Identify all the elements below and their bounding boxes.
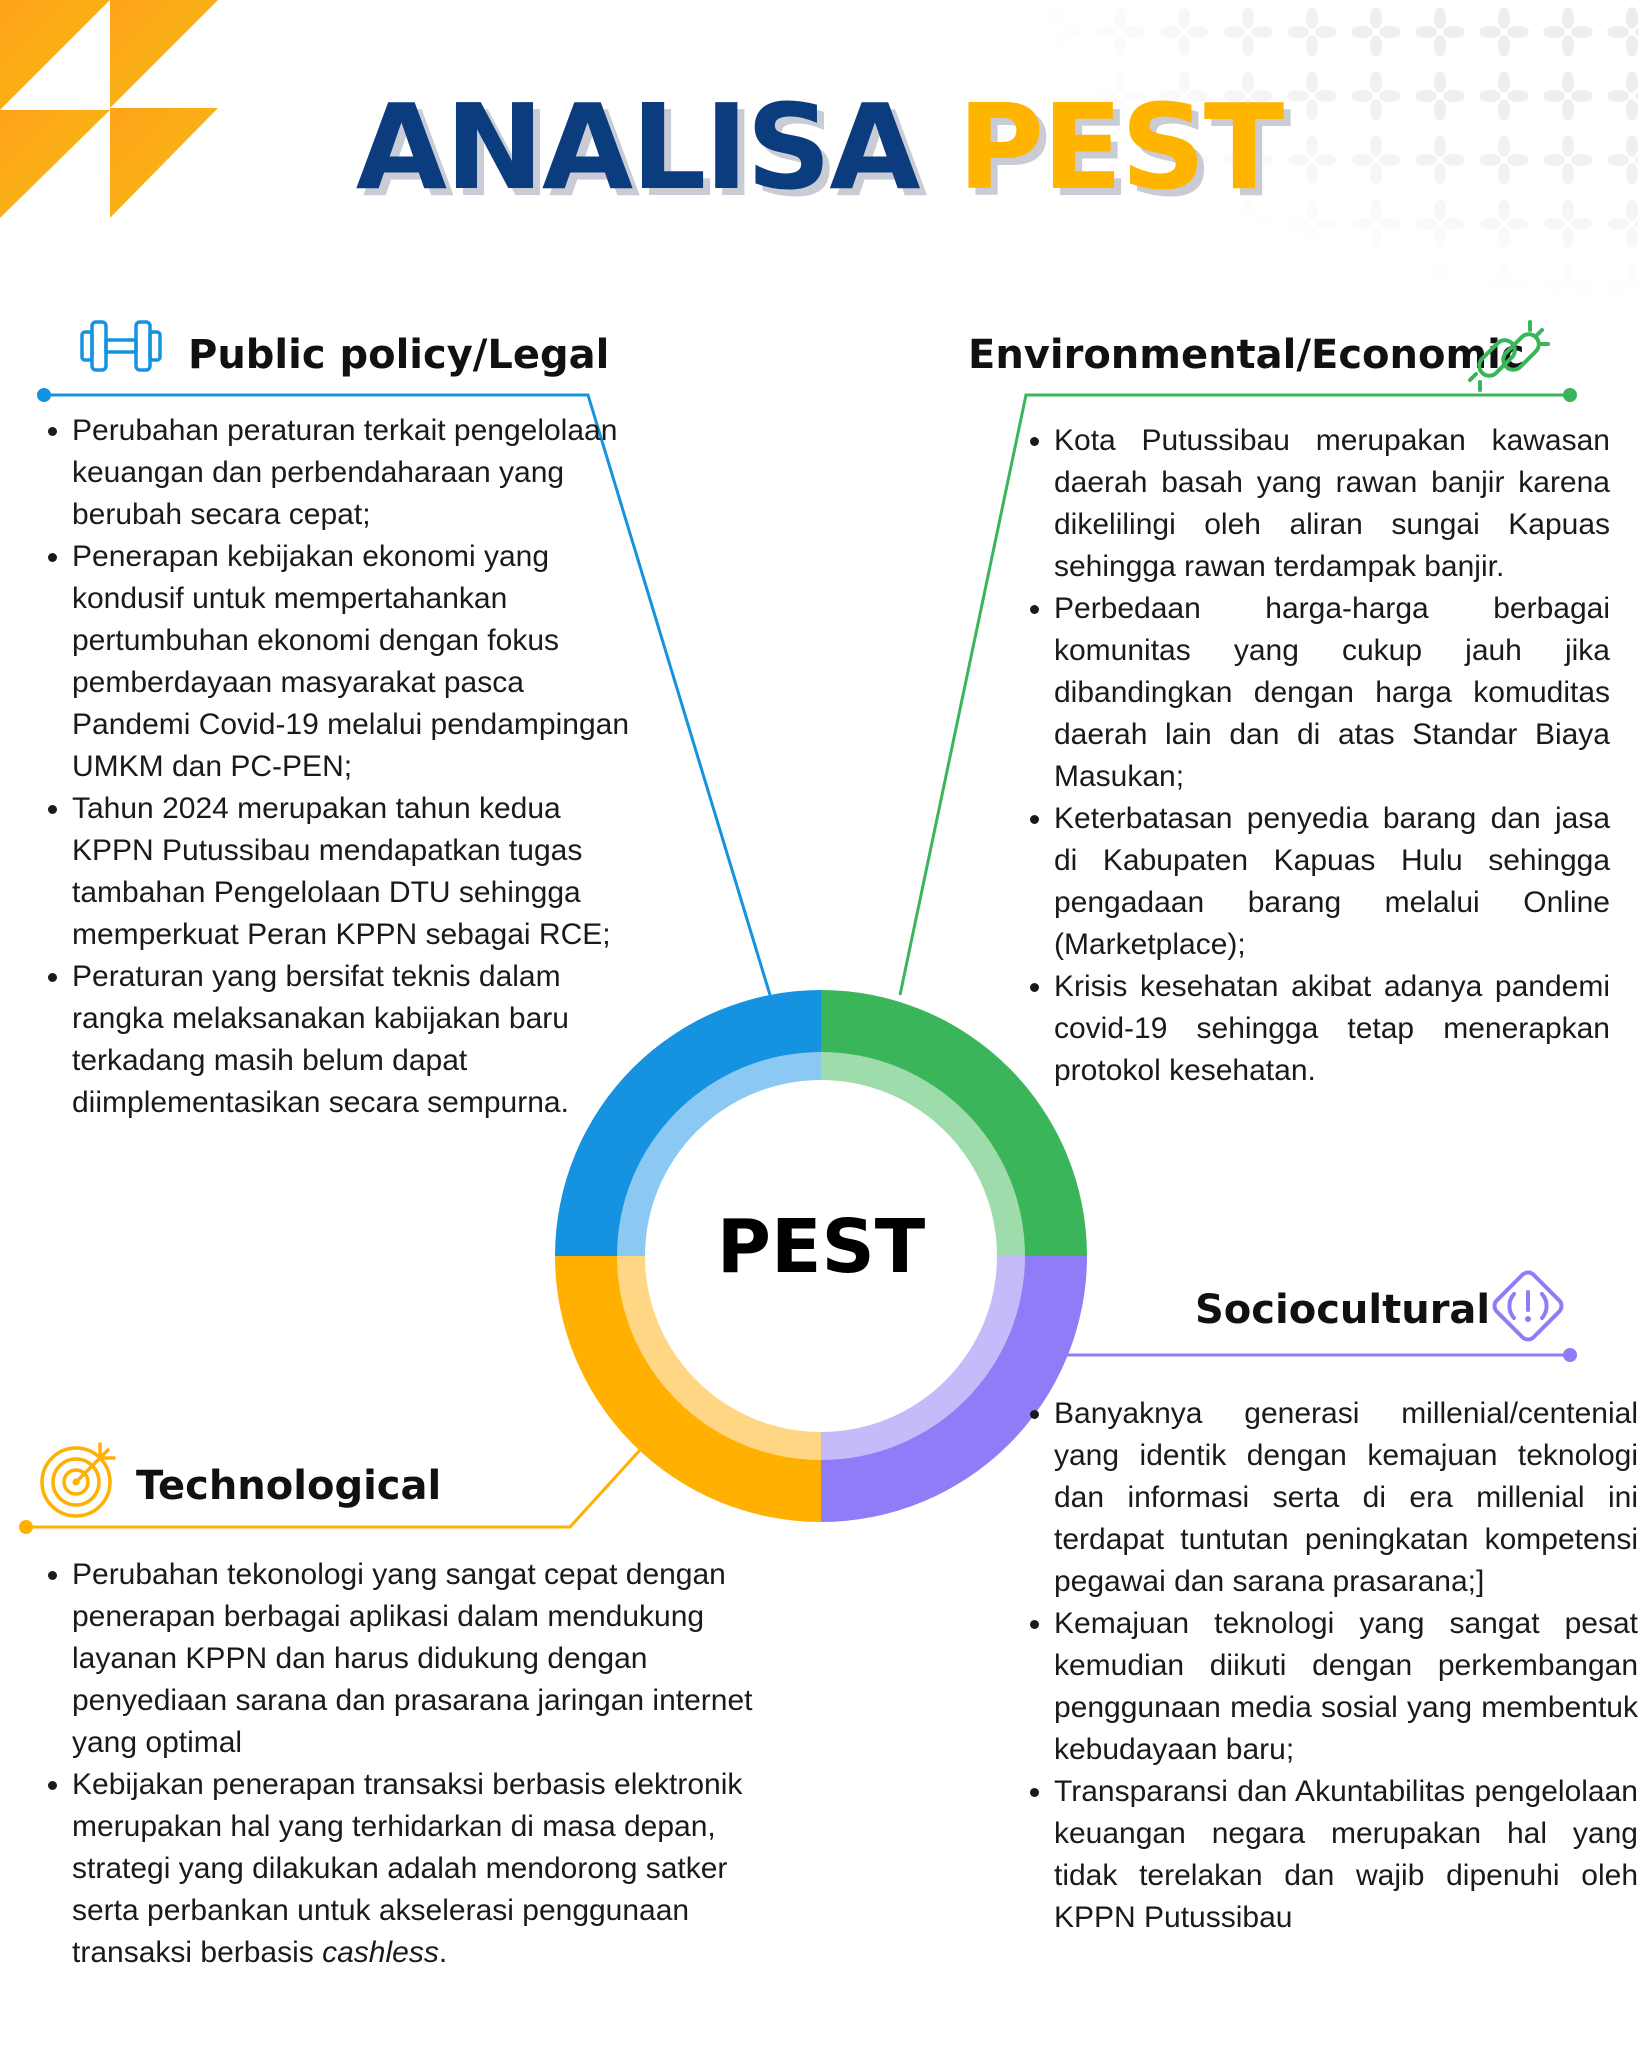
- warning-diamond-icon: [1484, 1262, 1572, 1350]
- list-item: • Keterbatasan penyedia barang dan jasa di Kabupaten Kapuas Hulu sehingga pengadaan barang melalui Online (Marketplace);: [1054, 798, 1610, 966]
- heading-social: Sociocultural: [1195, 1287, 1491, 1333]
- dumbbell-icon: [76, 318, 166, 374]
- list-political: [42, 410, 632, 1124]
- list-item: • Banyaknya generasi millenial/centenial yang identik dengan kemajuan teknologi dan informasi serta di era millenial ini terdapat tuntutan peningkatan kompetensi pegawai dan sarana prasarana;]: [1054, 1393, 1638, 1603]
- list-item: • Tahun 2024 merupakan tahun kedua KPPN Putussibau mendapatkan tugas tambahan Pengelolaan DTU sehingga memperkuat Peran KPPN sebagai RCE;: [72, 788, 632, 956]
- heading-political: Public policy/Legal: [188, 332, 610, 378]
- list-item: • Krisis kesehatan akibat adanya pandemi covid-19 sehingga tetap menerapkan protokol kesehatan.: [1054, 966, 1610, 1092]
- title-word-analisa: ANALISA: [355, 78, 919, 216]
- list-item: • Perubahan peraturan terkait pengelolaan keuangan dan perbendaharaan yang berubah secara cepat;: [72, 410, 632, 536]
- list-item-text: Kebijakan penerapan transaksi berbasis elektronik merupakan hal yang terhidarkan di masa depan, strategi yang dilakukan adalah mendorong satker serta perbankan untuk akselerasi penggunaan transaksi berbasis: [72, 1768, 743, 1969]
- list-item: • Peraturan yang bersifat teknis dalam rangka melaksanakan kabijakan baru terkadang masih belum dapat diimplementasikan secara sempurna.: [72, 956, 632, 1124]
- chain-link-icon: [1466, 318, 1552, 394]
- list-item: • Perubahan tekonologi yang sangat cepat dengan penerapan berbagai aplikasi dalam mendukung layanan KPPN dan harus didukung dengan penyediaan sarana dan prasarana jaringan internet yang optimal: [72, 1554, 772, 1764]
- list-item: • Transparansi dan Akuntabilitas pengelolaan keuangan negara merupakan hal yang tidak terelakan dan wajib dipenuhi oleh KPPN Putussibau: [1054, 1771, 1638, 1939]
- list-item: [72, 1764, 772, 1974]
- list-item-emphasis: cashless: [322, 1936, 439, 1969]
- list-item-end: .: [438, 1936, 448, 1969]
- list-social: [1024, 1393, 1638, 1939]
- title-word-pest: PEST: [957, 78, 1283, 216]
- list-item: • Kemajuan teknologi yang sangat pesat kemudian diikuti dengan perkembangan penggunaan media sosial yang membentuk kebudayaan baru;: [1054, 1603, 1638, 1771]
- heading-technological: Technological: [136, 1463, 442, 1509]
- heading-economic: Environmental/Economic: [968, 332, 1525, 378]
- list-item: • Kota Putussibau merupakan kawasan daerah basah yang rawan banjir karena dikelilingi oleh aliran sungai Kapuas sehingga rawan terdampak banjir.: [1054, 420, 1610, 588]
- center-label: PEST: [716, 1204, 926, 1290]
- list-item: • Perbedaan harga-harga berbagai komunitas yang cukup jauh jika dibandingkan dengan harga komuditas daerah lain dan di atas Standar Biaya Masukan;: [1054, 588, 1610, 798]
- target-arrow-icon: [38, 1440, 118, 1520]
- list-economic: [1024, 420, 1610, 1092]
- list-technological: [42, 1554, 772, 1974]
- list-item: • Penerapan kebijakan ekonomi yang kondusif untuk mempertahankan pertumbuhan ekonomi dengan fokus pemberdayaan masyarakat pasca Pandemi Covid-19 melalui pendampingan UMKM dan PC-PEN;: [72, 536, 632, 788]
